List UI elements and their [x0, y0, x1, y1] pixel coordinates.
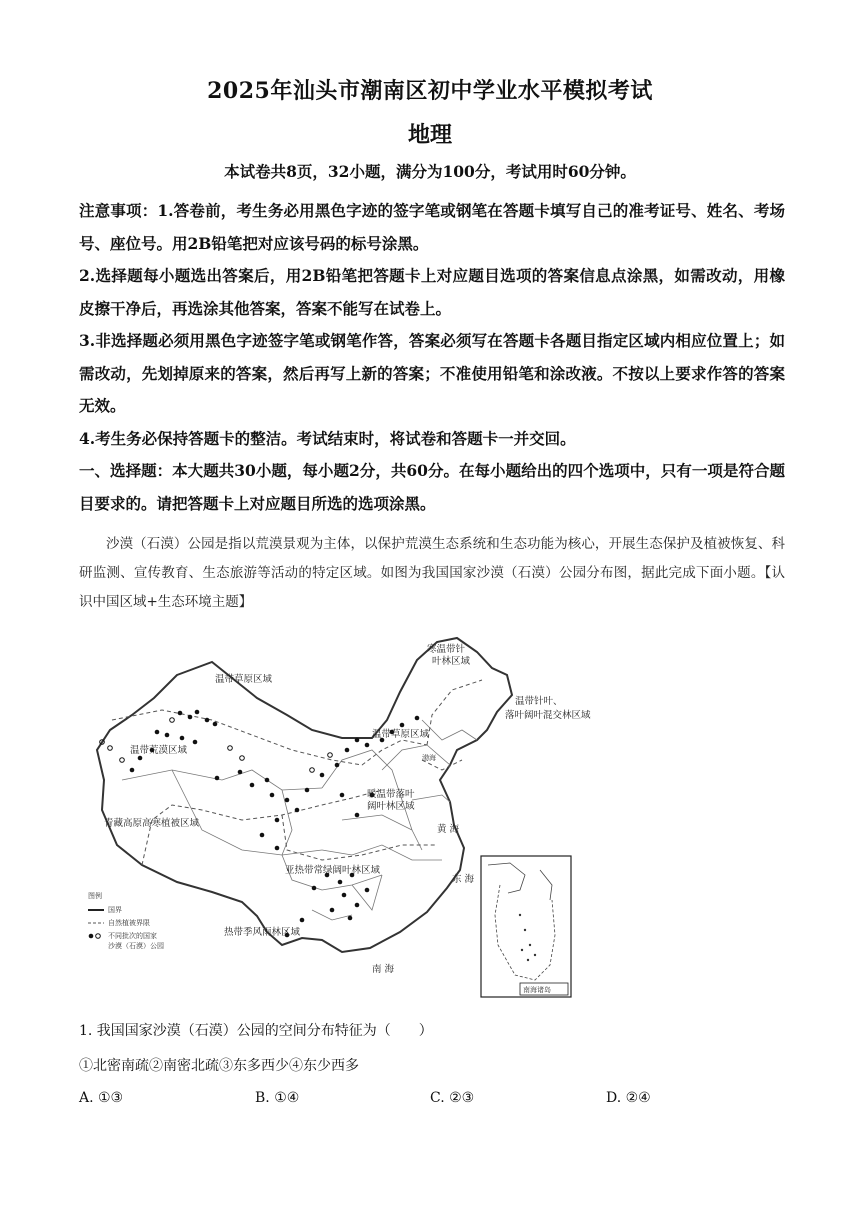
inset-title: 南海诸岛 — [523, 986, 551, 994]
reading-passage — [79, 530, 785, 617]
note-2: 2.选择题每小题选出答案后，用2B铅笔把答题卡上对应题目选项的答案信息点涂黑，如需改动，用橡皮擦干净后，再选涂其他答案，答案不能写在试卷上。 — [79, 266, 785, 318]
label-warm-deciduous-1: 暖温带落叶 — [367, 789, 415, 800]
section-instruction: 一、选择题：本大题共30小题，每小题2分，共60分。在每小题给出的四个选项中，只有一项是符合题目要求的。请把答题卡上对应题目所选的选项涂黑。 — [79, 461, 785, 513]
option-b[interactable]: B. ①④ — [255, 1090, 300, 1106]
label-cold-conifer-2: 叶林区域 — [432, 656, 471, 667]
note-4: 4.考生务必保持答题卡的整洁。考试结束时，将试卷和答题卡一并交回。 — [79, 428, 576, 448]
label-yellow-sea: 黄 海 — [437, 824, 460, 835]
option-c[interactable]: C. ②③ — [430, 1090, 475, 1106]
label-bohai: 渤海 — [422, 754, 436, 762]
label-south-sea: 南 海 — [372, 964, 395, 975]
label-tropical-monsoon: 热带季风雨林区域 — [224, 927, 301, 938]
map-legend — [88, 891, 164, 950]
option-a[interactable]: A. ①③ — [79, 1090, 124, 1106]
label-warm-deciduous-2: 阔叶林区域 — [367, 801, 415, 812]
question-1-stem: 1. 我国国家沙漠（石漠）公园的空间分布特征为（ ） — [79, 1023, 433, 1039]
exam-notes — [79, 195, 785, 520]
note-1: 注意事项：1.答卷前，考生务必用黑色字迹的签字笔或钢笔在答题卡填写自己的准考证号、姓名、考场号、座位号。用2B铅笔把对应该号码的标号涂黑。 — [79, 201, 785, 253]
label-cold-conifer-1: 寒温带针 — [427, 644, 466, 655]
option-d[interactable]: D. ②④ — [606, 1090, 651, 1106]
legend-title: 图例 — [88, 892, 102, 900]
exam-info: 本试卷共8页，32小题，满分为100分，考试用时60分钟。 — [224, 162, 636, 181]
passage-text: 沙漠（石漠）公园是指以荒漠景观为主体，以保护荒漠生态系统和生态功能为核心，开展生态保护及植被恢复、科研监测、宣传教育、生态旅游等活动的特定区域。如图为我国国家沙漠（石漠）公园分布图，据此完成下面小题。【认识中国区域+生态环境主题】 — [79, 536, 785, 610]
label-plateau-alpine: 青藏高原高寒植被区域 — [104, 818, 200, 829]
label-subtropical-evergreen: 亚热带常绿阔叶林区域 — [285, 865, 381, 876]
vegetation-boundaries — [112, 680, 482, 865]
label-temperate-desert: 温带荒漠区域 — [130, 745, 188, 756]
exam-title: 2025年汕头市潮南区初中学业水平模拟考试 — [207, 78, 653, 104]
south-china-sea-inset — [480, 855, 572, 998]
legend-parks-2: 沙漠（石漠）公园 — [108, 942, 164, 950]
legend-veg-boundary: 自然植被界限 — [108, 919, 150, 927]
legend-border: 国界 — [108, 906, 122, 914]
label-east-sea: 东 海 — [452, 874, 475, 885]
subject-title: 地理 — [407, 122, 452, 148]
china-border — [97, 638, 512, 952]
label-temperate-grassland-n: 温带草原区域 — [372, 729, 430, 740]
legend-parks-1: 不同批次的国家 — [108, 932, 157, 940]
note-3: 3.非选择题必须用黑色字迹签字笔或钢笔作答，答案必须写在答题卡各题目指定区域内相应位置上；如需改动，先划掉原来的答案，然后再写上新的答案；不准使用铅笔和涂改液。不按以上要求作答的答案无效。 — [79, 331, 785, 415]
label-temperate-mixed-2: 落叶阔叶混交林区域 — [505, 710, 591, 721]
label-temperate-grassland-nw: 温带草原区域 — [215, 674, 273, 685]
question-1-items: ①北密南疏②南密北疏③东多西少④东少西多 — [79, 1058, 359, 1074]
label-temperate-mixed-1: 温带针叶、 — [515, 696, 563, 707]
